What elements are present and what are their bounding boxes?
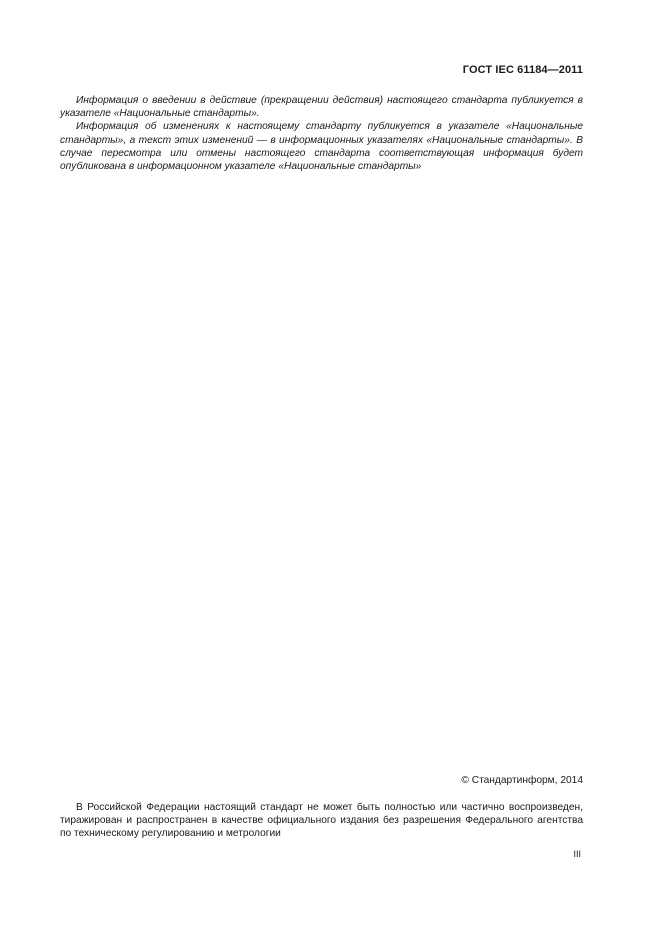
intro-paragraph-2: Информация об изменениях к настоящему стандарту публикуется в указателе «Национальные стандарты», а текст этих изменений — в информационных указателях «Национальные стандарты». В случае пересмотра или отмены настоящего стандарта соответствующая информация будет опубликована в информационном указателе «Национальные стандарты» (60, 121, 583, 173)
copyright-line: © Стандартинформ, 2014 (461, 775, 583, 786)
intro-paragraph-1: Информация о введении в действие (прекращении действия) настоящего стандарта публикуется в указателе «Национальные стандарты». (60, 95, 583, 120)
page-number: III (573, 849, 581, 859)
reproduction-notice (60, 801, 583, 841)
intro-block (60, 94, 583, 173)
notice-paragraph: В Российской Федерации настоящий стандарт не может быть полностью или частично воспроизведен, тиражирован и распространен в качестве официального издания без разрешения Федерального агентства по техническому регулированию и метрологии (60, 802, 583, 840)
standard-code: ГОСТ IEC 61184—2011 (462, 64, 583, 76)
